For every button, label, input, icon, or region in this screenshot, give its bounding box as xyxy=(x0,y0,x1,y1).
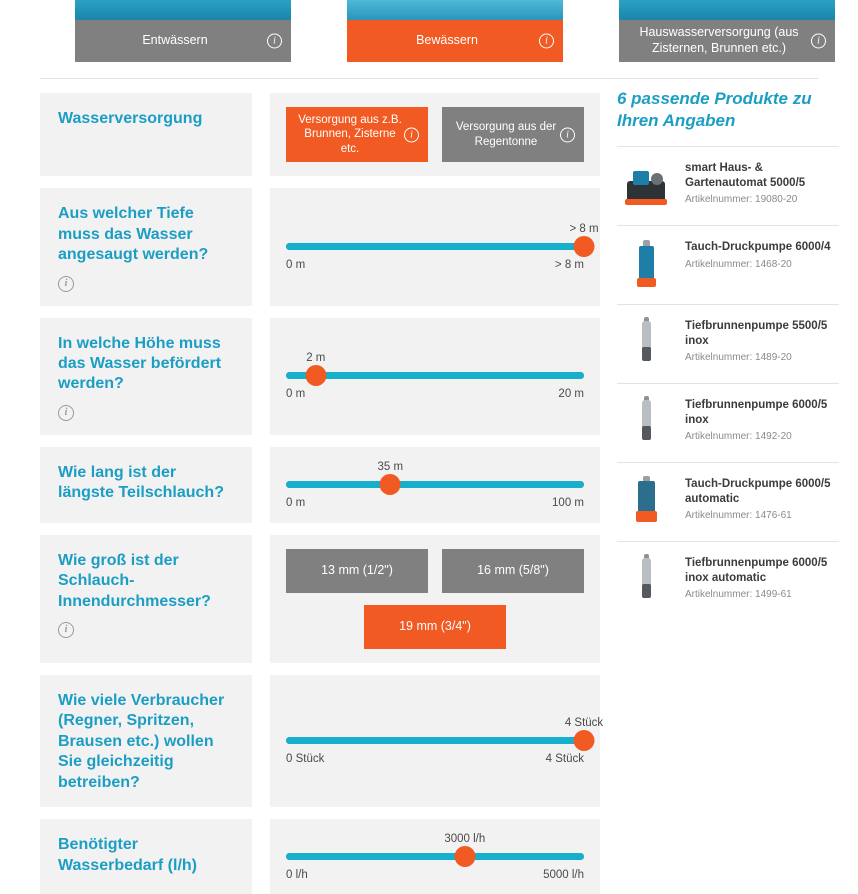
question-label: In welche Höhe muss das Wasser befördert werden? xyxy=(58,334,222,393)
answer-verbraucher xyxy=(270,675,604,807)
answer-foerderhoehe xyxy=(270,318,600,435)
slider-wasserbedarf[interactable] xyxy=(286,833,584,881)
tab-label-wrap-bewaessern xyxy=(347,20,563,62)
product-info xyxy=(685,394,839,442)
info-icon[interactable]: i xyxy=(811,34,826,49)
product-info xyxy=(685,236,831,269)
option-label: 13 mm (1/2") xyxy=(321,563,393,578)
question-wasserbedarf xyxy=(40,819,252,894)
question-teilschlauch xyxy=(40,447,252,523)
product-name: Tauch-Druckpumpe 6000/4 xyxy=(685,241,831,254)
product-article: Artikelnummer: 1468-20 xyxy=(685,258,792,270)
question-foerderhoehe xyxy=(40,318,252,435)
config-row-innendurchmesser xyxy=(40,535,600,663)
info-icon[interactable]: i xyxy=(58,276,74,292)
tab-label-entwaessern: Entwässern xyxy=(142,33,208,48)
pump-icon xyxy=(623,475,669,529)
slider-max-label: 4 Stück xyxy=(545,753,584,766)
question-label: Aus welcher Tiefe muss das Wasser angesaugt werden? xyxy=(58,205,209,264)
product-name: Tiefbrunnenpumpe 6000/5 inox xyxy=(685,399,828,426)
slider-teilschlauch[interactable] xyxy=(286,461,584,509)
answer-innendurchmesser xyxy=(270,535,600,663)
answer-wasserbedarf xyxy=(270,819,600,894)
slider-endpoints xyxy=(286,497,584,509)
tab-label-hauswasserversorgung: Hauswasserversorgung (aus Zisternen, Brunnen etc.) xyxy=(639,25,799,55)
question-ansaugtiefe xyxy=(40,188,252,305)
option-versorgung-brunnen[interactable] xyxy=(286,107,428,162)
slider-value-verbraucher: 4 Stück xyxy=(564,717,604,730)
option-label: 19 mm (3/4") xyxy=(399,619,471,634)
slider-fill xyxy=(286,481,584,488)
slider-track[interactable] xyxy=(286,372,584,379)
list-item[interactable] xyxy=(617,383,839,462)
option-durchmesser-19mm[interactable] xyxy=(364,605,506,649)
info-icon[interactable]: i xyxy=(560,127,575,142)
configurator xyxy=(40,93,604,894)
tab-hauswasserversorgung[interactable] xyxy=(619,0,835,62)
product-thumbnail xyxy=(617,394,675,452)
tab-image-bewaessern xyxy=(347,0,563,20)
slider-foerderhoehe[interactable] xyxy=(286,352,584,400)
option-durchmesser-16mm[interactable] xyxy=(442,549,584,593)
slider-value-foerderhoehe: 2 m xyxy=(306,352,326,365)
question-verbraucher xyxy=(40,675,252,807)
pump-icon xyxy=(623,317,669,371)
answer-wasserversorgung xyxy=(270,93,600,176)
slider-endpoints xyxy=(286,753,584,765)
slider-min-label: 0 m xyxy=(286,258,306,271)
product-name: smart Haus- & Gartenautomat 5000/5 xyxy=(685,162,806,189)
product-info xyxy=(685,315,839,363)
list-item[interactable] xyxy=(617,304,839,383)
option-label: Versorgung aus z.B. Brunnen, Zisterne etc. xyxy=(298,114,402,155)
config-row-teilschlauch xyxy=(40,447,600,523)
slider-max-label: 5000 l/h xyxy=(543,869,584,882)
slider-endpoints xyxy=(286,869,584,881)
option-label: 16 mm (5/8") xyxy=(477,563,549,578)
product-thumbnail xyxy=(617,473,675,531)
results-title: 6 passende Produkte zu Ihren Angaben xyxy=(617,89,812,131)
product-article: Artikelnummer: 19080-20 xyxy=(685,193,798,205)
results-panel xyxy=(617,88,839,620)
slider-fill xyxy=(286,372,584,379)
product-info xyxy=(685,157,839,205)
question-label: Wie groß ist der Schlauch-Innendurchmesser? xyxy=(58,551,211,610)
option-versorgung-regentonne[interactable] xyxy=(442,107,584,162)
list-item[interactable] xyxy=(617,146,839,225)
config-row-wasserversorgung xyxy=(40,93,600,176)
option-group-versorgung xyxy=(286,107,584,162)
slider-knob[interactable] xyxy=(305,365,326,386)
slider-track[interactable] xyxy=(286,853,584,860)
info-icon[interactable]: i xyxy=(404,127,419,142)
slider-value-teilschlauch: 35 m xyxy=(377,460,404,473)
slider-min-label: 0 l/h xyxy=(286,869,308,882)
info-icon[interactable]: i xyxy=(539,34,554,49)
answer-ansaugtiefe xyxy=(270,188,600,305)
slider-min-label: 0 m xyxy=(286,496,306,509)
list-item[interactable] xyxy=(617,541,839,620)
list-item[interactable] xyxy=(617,225,839,304)
slider-min-label: 0 Stück xyxy=(286,753,325,766)
slider-track[interactable] xyxy=(286,243,584,250)
question-label: Wasserversorgung xyxy=(58,110,203,127)
tab-label-bewaessern: Bewässern xyxy=(416,33,478,48)
option-group-durchmesser xyxy=(286,549,584,649)
answer-teilschlauch xyxy=(270,447,600,523)
slider-track[interactable] xyxy=(286,481,584,488)
config-row-wasserbedarf xyxy=(40,819,600,894)
config-row-ansaugtiefe xyxy=(40,188,600,305)
tab-bewaessern[interactable] xyxy=(347,0,563,62)
question-label: Benötigter Wasserbedarf (l/h) xyxy=(58,836,197,874)
tab-image-hauswasser xyxy=(619,0,835,20)
slider-fill xyxy=(286,853,584,860)
pump-icon xyxy=(623,159,669,213)
info-icon[interactable]: i xyxy=(58,405,74,421)
product-article: Artikelnummer: 1499-61 xyxy=(685,588,792,600)
product-thumbnail xyxy=(617,552,675,610)
option-row-top xyxy=(286,549,584,593)
slider-fill xyxy=(286,243,584,250)
slider-knob[interactable] xyxy=(454,846,475,867)
question-innendurchmesser xyxy=(40,535,252,663)
slider-max-label: 20 m xyxy=(558,388,584,401)
product-info xyxy=(685,473,839,521)
question-wasserversorgung xyxy=(40,93,252,176)
question-label: Wie lang ist der längste Teilschlauch? xyxy=(58,463,224,502)
slider-endpoints xyxy=(286,388,584,400)
slider-endpoints xyxy=(286,259,584,271)
config-row-foerderhoehe xyxy=(40,318,600,435)
slider-knob[interactable] xyxy=(574,236,595,257)
option-label: Versorgung aus der Regentonne xyxy=(455,121,557,148)
info-icon[interactable]: i xyxy=(58,622,74,638)
product-name: Tiefbrunnenpumpe 5500/5 inox xyxy=(685,320,828,347)
info-icon[interactable]: i xyxy=(267,34,282,49)
product-thumbnail xyxy=(617,315,675,373)
pump-icon xyxy=(623,238,669,292)
product-name: Tauch-Druckpumpe 6000/5 automatic xyxy=(685,478,831,505)
question-label: Wie viele Verbraucher (Regner, Spritzen, Brausen etc.) wollen Sie gleichzeitig betreiben? xyxy=(58,691,225,791)
tab-image-entwaessern xyxy=(75,0,291,20)
pump-icon xyxy=(623,554,669,608)
product-thumbnail xyxy=(617,157,675,215)
slider-value-wasserbedarf: 3000 l/h xyxy=(444,833,486,846)
product-info xyxy=(685,552,839,600)
pump-icon xyxy=(623,396,669,450)
product-article: Artikelnummer: 1492-20 xyxy=(685,430,792,442)
list-item[interactable] xyxy=(617,462,839,541)
product-article: Artikelnummer: 1489-20 xyxy=(685,351,792,363)
tab-label-wrap-hauswasser xyxy=(619,20,835,62)
option-durchmesser-13mm[interactable] xyxy=(286,549,428,593)
divider xyxy=(40,78,818,79)
slider-ansaugtiefe[interactable] xyxy=(286,222,599,271)
slider-max-label: 100 m xyxy=(552,496,584,509)
slider-fill xyxy=(286,737,584,744)
category-tabs xyxy=(75,0,835,62)
slider-verbraucher[interactable] xyxy=(286,717,604,766)
product-article: Artikelnummer: 1476-61 xyxy=(685,509,792,521)
slider-track[interactable] xyxy=(286,737,584,744)
slider-value-ansaugtiefe: > 8 m xyxy=(569,222,599,235)
tab-entwaessern[interactable] xyxy=(75,0,291,62)
slider-knob[interactable] xyxy=(574,730,595,751)
slider-max-label: > 8 m xyxy=(554,258,584,271)
tab-label-wrap-entwaessern xyxy=(75,20,291,62)
product-name: Tiefbrunnenpumpe 6000/5 inox automatic xyxy=(685,557,828,584)
config-row-verbraucher xyxy=(40,675,604,807)
slider-knob[interactable] xyxy=(380,474,401,495)
slider-min-label: 0 m xyxy=(286,388,306,401)
product-thumbnail xyxy=(617,236,675,294)
